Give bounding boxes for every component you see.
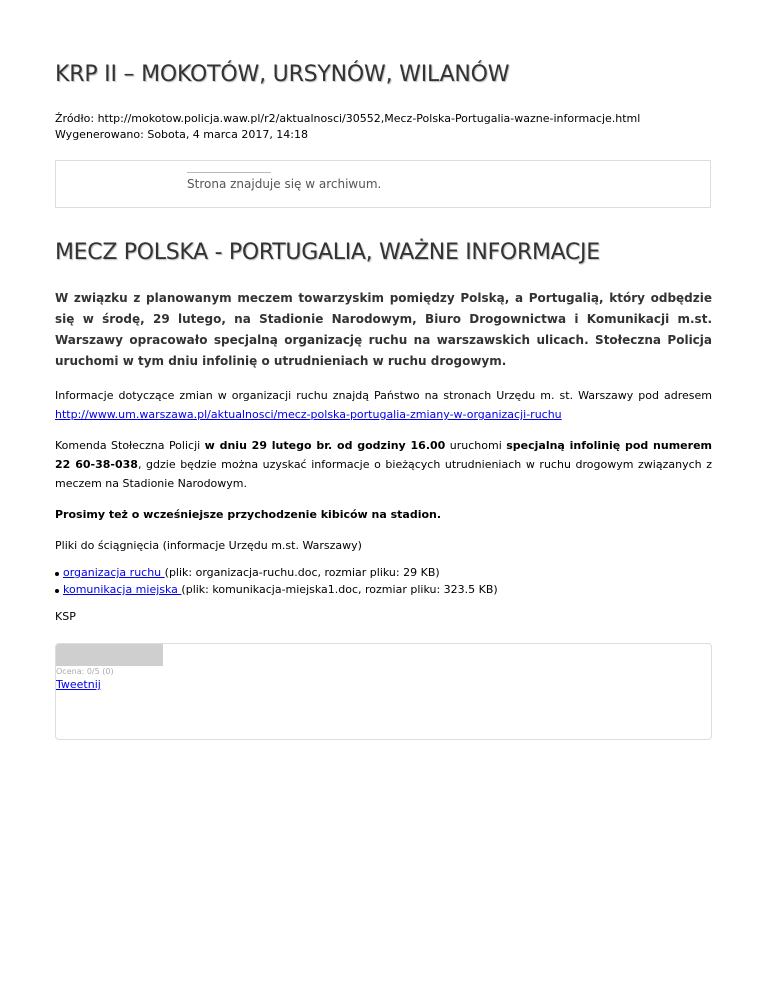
generated-line: Wygenerowano: Sobota, 4 marca 2017, 14:18 bbox=[55, 128, 309, 141]
rating-box bbox=[55, 643, 712, 740]
archive-notice: Strona znajduje się w archiwum. bbox=[187, 177, 382, 191]
page-meta bbox=[55, 111, 640, 143]
file-info: (plik: organizacja-ruchu.doc, rozmiar pliku: 29 KB) bbox=[164, 566, 440, 579]
article-title: MECZ POLSKA - PORTUGALIA, WAŻNE INFORMACJE bbox=[55, 240, 600, 265]
paragraph-request bbox=[55, 505, 712, 524]
file-link-komunikacja-miejska[interactable]: komunikacja miejska bbox=[63, 583, 182, 596]
list-item bbox=[55, 564, 712, 581]
site-title: KRP II – MOKOTÓW, URSYNÓW, WILANÓW bbox=[55, 62, 510, 87]
files-heading: Pliki do ściągnięcia (informacje Urzędu m.st. Warszawy) bbox=[55, 539, 362, 552]
um-warszawa-link[interactable]: http://www.um.warszawa.pl/aktualnosci/mecz-polska-portugalia-zmiany-w-organizacji-ruchu bbox=[55, 408, 562, 421]
request-text: Prosimy też o wcześniejsze przychodzenie kibiców na stadion. bbox=[55, 508, 442, 521]
paragraph-hotline bbox=[55, 436, 712, 493]
file-list bbox=[55, 564, 712, 598]
archive-divider bbox=[187, 172, 271, 173]
article-body bbox=[55, 288, 712, 623]
file-info: (plik: komunikacja-miejska1.doc, rozmiar pliku: 323.5 KB) bbox=[181, 583, 498, 596]
rating-text: Ocena: 0/5 (0) bbox=[56, 667, 114, 676]
signature: KSP bbox=[55, 610, 76, 623]
archive-notice-box bbox=[55, 160, 711, 208]
source-line: Źródło: http://mokotow.policja.waw.pl/r2/aktualnosci/30552,Mecz-Polska-Portugalia-wazne-informacje.html bbox=[55, 112, 641, 125]
tweet-link[interactable]: Tweetnij bbox=[56, 678, 101, 691]
hotline-number: specjalną infolinię pod numerem 22 60-38-038 bbox=[55, 439, 712, 471]
paragraph-text: Informacje dotyczące zmian w organizacji ruchu znajdą Państwo na stronach Urzędu m. st. Warszawy pod adresem bbox=[55, 389, 712, 402]
file-link-organizacja-ruchu[interactable]: organizacja ruchu bbox=[63, 566, 165, 579]
paragraph-text: uruchomi bbox=[445, 439, 507, 452]
paragraph-text: Komenda Stołeczna Policji bbox=[55, 439, 205, 452]
article-lead: W związku z planowanym meczem towarzyskim pomiędzy Polską, a Portugalią, który odbędzie się w środę, 29 lutego, na Stadionie Narodowym, Biuro Drogownictwa i Komunikacji m.st. Warszawy opracowało specjalną organizację ruchu na warszawskich ulicach. Stołeczna Policja uruchomi w tym dniu infolinię o utrudnieniach w ruchu drogowym. bbox=[55, 291, 712, 368]
list-item bbox=[55, 581, 712, 598]
hotline-date: w dniu 29 lutego br. od godziny 16.00 bbox=[204, 439, 446, 452]
paragraph-text: , gdzie będzie można uzyskać informacje o bieżących utrudnieniach w ruchu drogowym związanych z meczem na Stadionie Narodowym. bbox=[55, 458, 712, 490]
paragraph-traffic-info bbox=[55, 386, 712, 424]
rating-stars[interactable] bbox=[56, 644, 163, 666]
